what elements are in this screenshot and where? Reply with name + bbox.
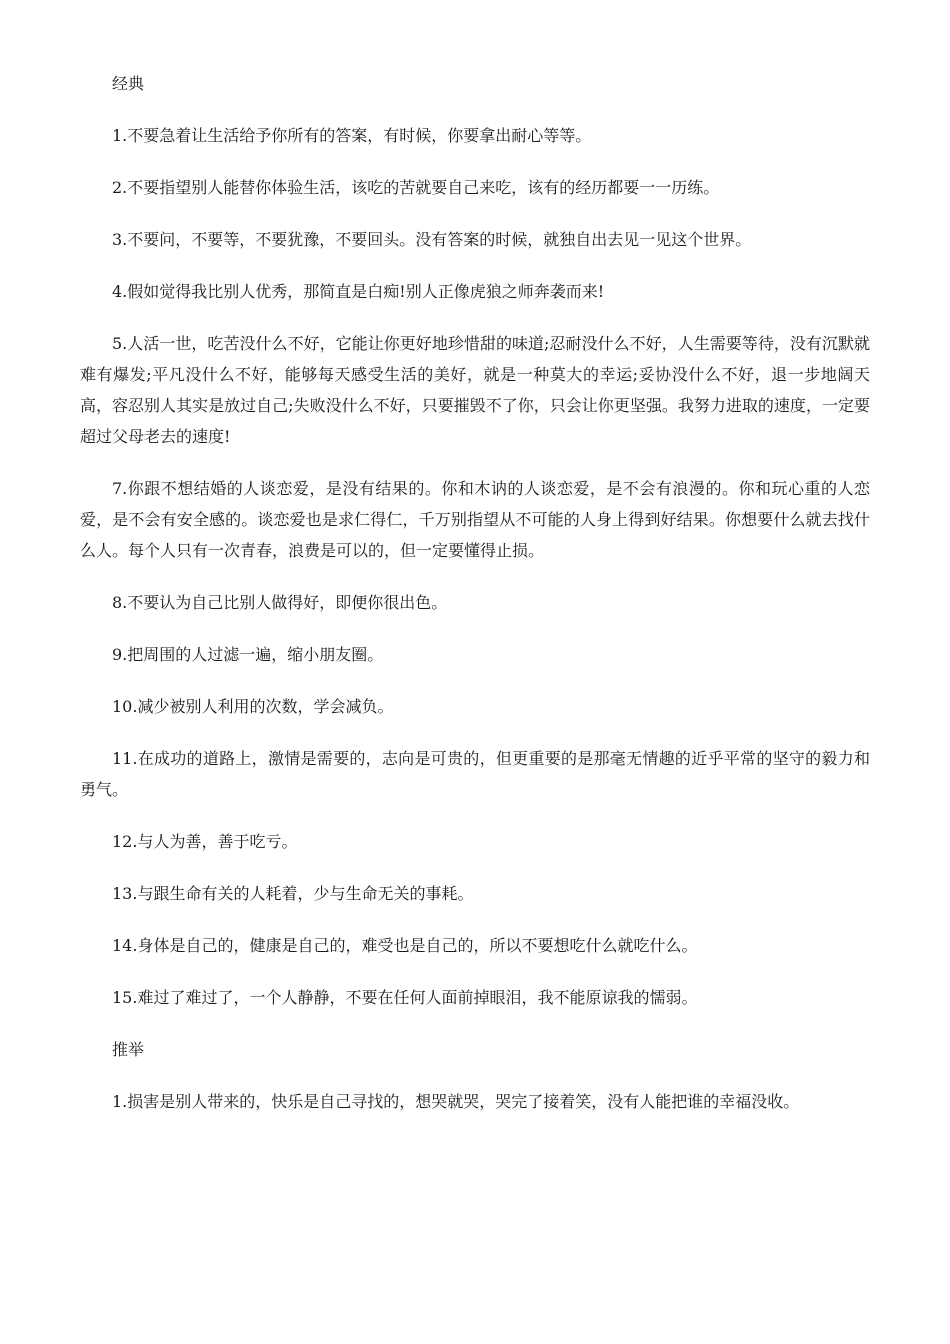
quote-item: 10.减少被别人利用的次数，学会减负。 [112,697,394,716]
quote-item: 8.不要认为自己比别人做得好，即便你很出色。 [112,593,448,612]
quote-item: 9.把周围的人过滤一遍，缩小朋友圈。 [112,645,384,664]
quote-item: 7.你跟不想结婚的人谈恋爱，是没有结果的。你和木讷的人谈恋爱，是不会有浪漫的。你和玩心重的人恋爱，是不会有安全感的。谈恋爱也是求仁得仁，千万别指望从不可能的人身上得到好结果。你想要什么就去找什么人。每个人只有一次青春，浪费是可以的，但一定要懂得止损。 [80,479,870,560]
quote-item: 1.损害是别人带来的，快乐是自己寻找的，想哭就哭，哭完了接着笑，没有人能把谁的幸福没收。 [112,1092,800,1111]
quote-item: 11.在成功的道路上，激情是需要的，志向是可贵的，但更重要的是那毫无情趣的近乎平常的坚守的毅力和勇气。 [80,749,870,799]
section-heading-jingdian: 经典 [112,74,145,93]
document-body [80,68,870,1138]
quote-item: 15.难过了难过了，一个人静静，不要在任何人面前掉眼泪，我不能原谅我的懦弱。 [112,988,698,1007]
quote-item: 12.与人为善，善于吃亏。 [112,832,298,851]
quote-item: 2.不要指望别人能替你体验生活，该吃的苦就要自己来吃，该有的经历都要一一历练。 [112,178,720,197]
quote-item: 5.人活一世，吃苦没什么不好，它能让你更好地珍惜甜的味道;忍耐没什么不好，人生需要等待，没有沉默就难有爆发;平凡没什么不好，能够每天感受生活的美好，就是一种莫大的幸运;妥协没什么不好，退一步地阔天高，容忍别人其实是放过自己;失败没什么不好，只要摧毁不了你，只会让你更坚强。我努力进取的速度，一定要超过父母老去的速度! [80,334,870,446]
quote-item: 14.身体是自己的，健康是自己的，难受也是自己的，所以不要想吃什么就吃什么。 [112,936,698,955]
quote-item: 4.假如觉得我比别人优秀，那简直是白痴!别人正像虎狼之师奔袭而来! [112,282,605,301]
quote-item: 1.不要急着让生活给予你所有的答案，有时候，你要拿出耐心等等。 [112,126,592,145]
quote-item: 3.不要问，不要等，不要犹豫，不要回头。没有答案的时候，就独自出去见一见这个世界。 [112,230,752,249]
section-heading-tuiju: 推举 [112,1040,145,1059]
quote-item: 13.与跟生命有关的人耗着，少与生命无关的事耗。 [112,884,474,903]
